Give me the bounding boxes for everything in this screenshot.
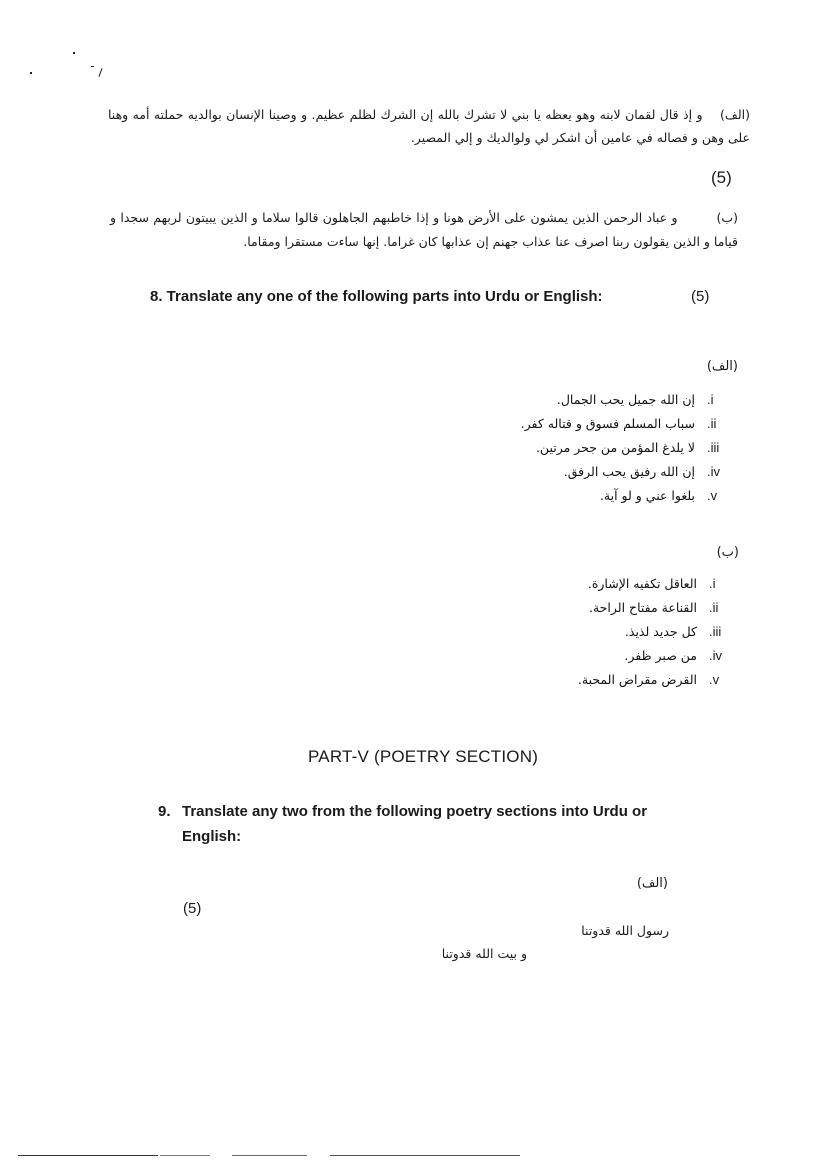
scan-artifact — [30, 72, 32, 74]
item-number: .i — [709, 576, 716, 591]
list-item — [589, 600, 739, 615]
question-9-text-line1: Translate any two from the following poetry sections into Urdu or — [182, 803, 648, 820]
footer-rule — [160, 1155, 210, 1156]
passage-alif-text: و إذ قال لقمان لابنه وهو يعظه يا بني لا تشرك بالله إن الشرك لظلم عظيم. و وصينا الإنسان بوالديه حملته أمه وهنا على وهن و فصاله في عامين أن اشكر لي ولوالديك و إلي المصير. — [108, 107, 750, 145]
question-8-marks: (5) — [691, 288, 710, 305]
item-text: بلغوا عني و لو آية. — [599, 488, 695, 503]
list-item — [624, 648, 739, 663]
item-text: كل جديد لذيذ. — [624, 624, 697, 639]
item-text: من صبر ظفر. — [624, 648, 697, 663]
item-text: القرض مقراض المحبة. — [577, 672, 697, 687]
passage-alif-label: (الف) — [720, 107, 751, 122]
part-v-heading: PART-V (POETRY SECTION) — [308, 747, 539, 766]
list-item — [578, 672, 739, 687]
passage-ba-label: (ب) — [716, 210, 738, 225]
question-9-number: 9. — [158, 803, 171, 820]
passage-ba — [110, 206, 738, 254]
item-text: إن الله جميل يحب الجمال. — [556, 392, 695, 407]
q9-part-alif-marks: (5) — [183, 900, 202, 917]
scan-artifact — [98, 68, 102, 77]
q8-part-alif-list — [437, 392, 737, 512]
q8-part-ba-list — [439, 576, 739, 696]
footer-rule — [330, 1155, 520, 1156]
item-number: .iv — [709, 648, 722, 663]
item-number: .ii — [709, 600, 719, 615]
passage-ba-text: و عباد الرحمن الذين يمشون على الأرض هونا و إذا خاطبهم الجاهلون قالوا سلاما و الذين يبيتون لربهم سجدا و قياما و الذين يقولون ربنا اصرف عنا عذاب جهنم إن عذابها كان غراما. إنها ساءت مستقرا ومقاما. — [110, 210, 738, 249]
list-item — [536, 440, 737, 455]
item-number: .i — [707, 392, 714, 407]
q8-part-alif-label: (الف) — [706, 359, 738, 374]
footer-rule — [232, 1155, 307, 1156]
list-item — [521, 416, 737, 431]
question-9-text-line2: English: — [182, 828, 242, 845]
list-item — [600, 488, 737, 503]
item-text: سباب المسلم فسوق و قتاله كفر. — [520, 416, 695, 431]
list-item — [625, 624, 739, 639]
scan-artifact — [73, 52, 75, 54]
passage-alif-marks: (5) — [711, 168, 732, 187]
q9-verse-line1: رسول الله قدوتنا — [581, 923, 669, 938]
q8-part-ba-label: (ب) — [716, 545, 739, 560]
q9-part-alif-label: (الف) — [636, 876, 668, 891]
list-item — [564, 464, 737, 479]
item-number: .iii — [707, 440, 720, 455]
list-item — [588, 576, 739, 591]
item-number: .v — [709, 672, 720, 687]
item-text: العاقل تكفيه الإشارة. — [587, 576, 697, 591]
question-8-text: 8. Translate any one of the following parts into Urdu or English: — [150, 288, 603, 305]
footer-rule — [18, 1155, 158, 1156]
passage-alif — [108, 103, 750, 149]
item-number: .ii — [707, 416, 717, 431]
item-number: .iv — [707, 464, 720, 479]
item-text: القناعة مفتاح الراحة. — [588, 600, 697, 615]
item-text: إن الله رفيق يحب الرفق. — [563, 464, 695, 479]
list-item — [557, 392, 737, 407]
q9-verse-line2: و بيت الله قدوتنا — [441, 946, 527, 961]
item-number: .v — [707, 488, 718, 503]
item-number: .iii — [709, 624, 722, 639]
scan-artifact — [91, 66, 94, 67]
item-text: لا يلدغ المؤمن من جحر مرتين. — [535, 440, 695, 455]
